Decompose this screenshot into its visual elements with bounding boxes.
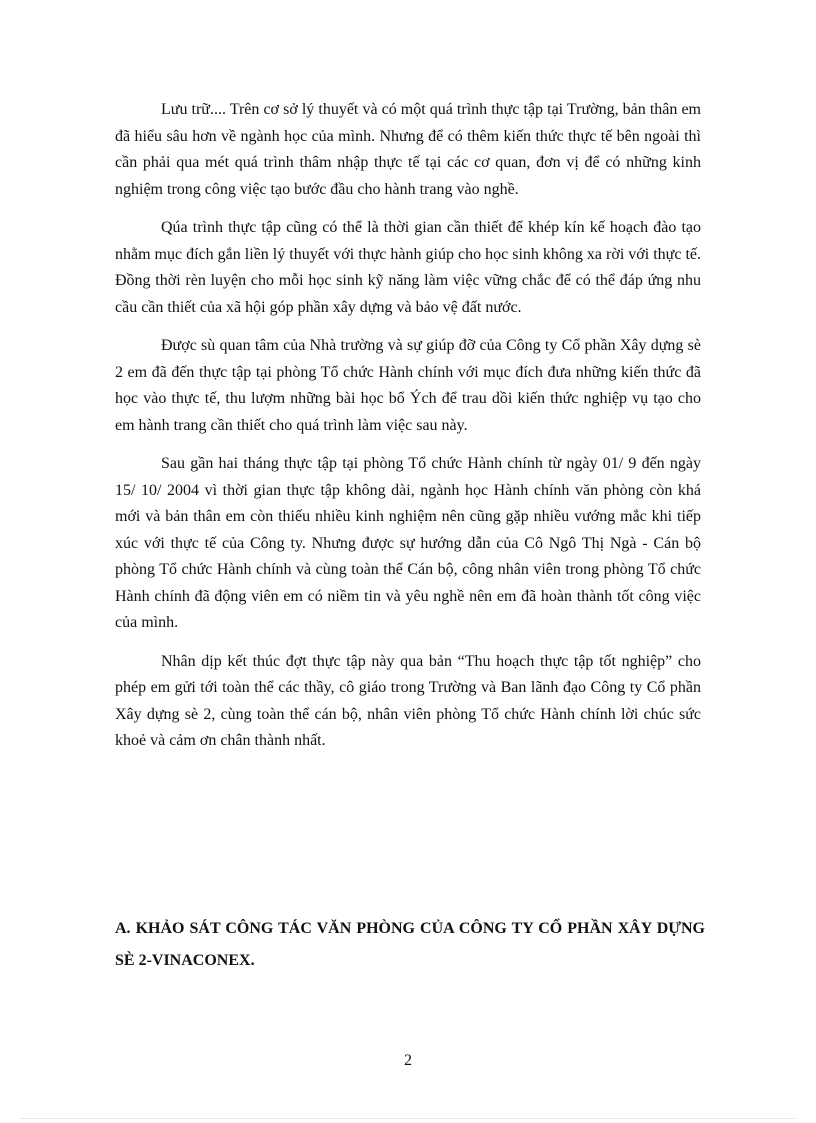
paragraph-internship-intro: Lưu trữ.... Trên cơ sở lý thuyết và có một quá trình thực tập tại Trường, bản thân em đã hiểu sâu hơn về ngành học của mình. Nhưng để có thêm kiến thức thực tế bên ngoài thì cần phải qua mét quá trình thâm nhập thực tế tại các cơ quan, đơn vị để có những kinh nghiệm trong công việc tạo bước đầu cho hành trang vào nghề. [115,101,701,198]
section-heading: A. KHẢO SÁT CÔNG TÁC VĂN PHÒNG CỦA CÔNG TY CỔ PHẦN XÂY DỰNG SÈ 2-VINACONEX. [115,920,705,969]
page-bottom-divider [20,1118,796,1119]
paragraph-internship-purpose: Qúa trình thực tập cũng có thể là thời gian cần thiết để khép kín kế hoạch đào tạo nhằm mục đích gắn liền lý thuyết với thực hành giúp cho học sinh không xa rời với thực tế. Đồng thời rèn luyện cho mỗi học sinh kỹ năng làm việc vững chắc để có thể đáp ứng nhu cầu cần thiết của xã hội góp phần xây dựng và bảo vệ đất nước. [115,219,701,316]
paragraph-internship-experience: Sau gần hai tháng thực tập tại phòng Tổ chức Hành chính từ ngày 01/ 9 đến ngày 15/ 10/ 2004 vì thời gian thực tập không dài, ngành học Hành chính văn phòng còn khá mới và bản thân em còn thiếu nhiều kinh nghiệm nên cũng gặp nhiều vướng mắc khi tiếp xúc với thực tế của Công ty. Nhưng được sự hướng dẫn của Cô Ngô Thị Ngà - Cán bộ phòng Tổ chức Hành chính và cùng toàn thể Cán bộ, công nhân viên trong phòng Tổ chức Hành chính đã động viên em có niềm tin và yêu nghề nên em đã hoàn thành tốt công việc của mình. [115,455,701,631]
paragraph-acknowledgement: Nhân dịp kết thúc đợt thực tập này qua bản “Thu hoạch thực tập tốt nghiệp” cho phép em gửi tới toàn thể các thầy, cô giáo trong Trường và Ban lãnh đạo Công ty Cổ phần Xây dựng sè 2, cùng toàn thể cán bộ, nhân viên phòng Tổ chức Hành chính lời chúc sức khoẻ và cảm ơn chân thành nhất. [115,652,701,749]
paragraph-internship-placement: Được sù quan tâm của Nhà trường và sự giúp đỡ của Công ty Cổ phần Xây dựng sè 2 em đã đến thực tập tại phòng Tổ chức Hành chính với mục đích đưa những kiến thức đã học vào thực tế, thu lượm những bài học bổ Ých để trau dồi kiến thức nghiệp vụ tạo cho em hành trang cần thiết cho quá trình làm việc sau này. [115,337,701,434]
page-number: 2 [404,1052,412,1069]
body-text [115,97,701,767]
